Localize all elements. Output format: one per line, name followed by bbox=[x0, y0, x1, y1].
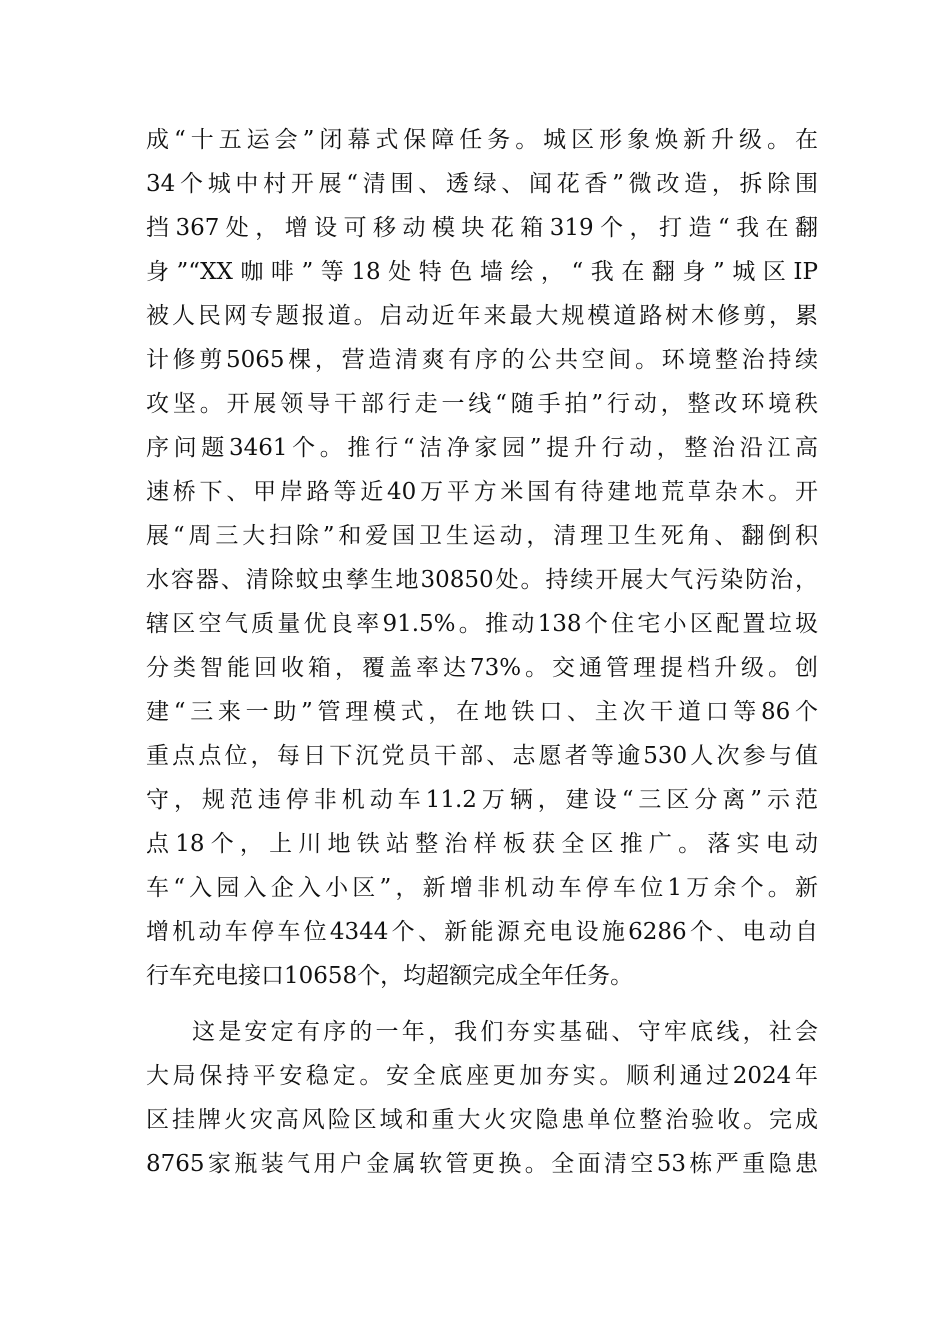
text-line: 速桥下、甲岸路等近40万平方米国有待建地荒草杂木。开 bbox=[146, 479, 818, 505]
text-line: 水容器、清除蚊虫孳生地30850处。持续开展大气污染防治， bbox=[146, 567, 818, 593]
text-line: 计修剪5065棵，营造清爽有序的公共空间。环境整治持续 bbox=[146, 347, 818, 373]
paragraph-1 bbox=[146, 118, 818, 998]
text-line: 序问题3461个。推行“洁净家园”提升行动，整治沿江高 bbox=[146, 435, 818, 461]
text-line: 8765家瓶装气用户金属软管更换。全面清空53栋严重隐患 bbox=[146, 1151, 818, 1177]
text-line: 重点点位，每日下沉党员干部、志愿者等逾530人次参与值 bbox=[146, 743, 818, 769]
text-line: 守，规范违停非机动车11.2万辆，建设“三区分离”示范 bbox=[146, 787, 818, 813]
text-line: 34个城中村开展“清围、透绿、闻花香”微改造，拆除围 bbox=[146, 171, 818, 197]
text-line: 这是安定有序的一年，我们夯实基础、守牢底线，社会 bbox=[192, 1019, 818, 1045]
text-line: 增机动车停车位4344个、新能源充电设施6286个、电动自 bbox=[146, 919, 818, 945]
text-line: 行车充电接口10658个，均超额完成全年任务。 bbox=[146, 963, 634, 989]
text-line: 攻坚。开展领导干部行走一线“随手拍”行动，整改环境秩 bbox=[146, 391, 818, 417]
text-line: 车“入园入企入小区”，新增非机动车停车位1万余个。新 bbox=[146, 875, 818, 901]
text-line: 大局保持平安稳定。安全底座更加夯实。顺利通过2024年 bbox=[146, 1063, 818, 1089]
text-line: 展“周三大扫除”和爱国卫生运动，清理卫生死角、翻倒积 bbox=[146, 523, 818, 549]
text-line: 成“十五运会”闭幕式保障任务。城区形象焕新升级。在 bbox=[146, 127, 818, 153]
text-line: 挡367处，增设可移动模块花箱319个，打造“我在翻 bbox=[146, 215, 818, 241]
text-line: 点18个，上川地铁站整治样板获全区推广。落实电动 bbox=[146, 831, 818, 857]
paragraph-2 bbox=[146, 1010, 818, 1186]
text-line: 被人民网专题报道。启动近年来最大规模道路树木修剪，累 bbox=[146, 303, 818, 329]
text-line: 区挂牌火灾高风险区域和重大火灾隐患单位整治验收。完成 bbox=[146, 1107, 818, 1133]
text-line: 身”“XX咖啡”等18处特色墙绘，“我在翻身”城区IP bbox=[146, 259, 818, 285]
text-line: 分类智能回收箱，覆盖率达73%。交通管理提档升级。创 bbox=[146, 655, 818, 681]
text-line: 建“三来一助”管理模式，在地铁口、主次干道口等86个 bbox=[146, 699, 818, 725]
text-line: 辖区空气质量优良率91.5%。推动138个住宅小区配置垃圾 bbox=[146, 611, 818, 637]
